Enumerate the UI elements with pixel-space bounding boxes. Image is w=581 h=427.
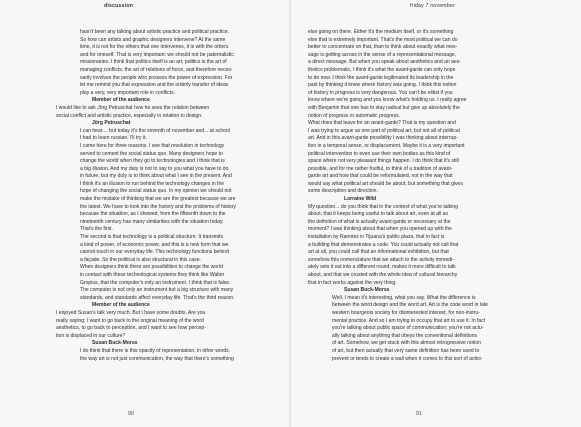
text-line: better to concentrate on that, than to think about exactly what mes-: [308, 44, 458, 51]
text-line: aesthetics, to go back to perception, and I want to see how percep-: [56, 325, 206, 332]
body-text: [308, 29, 536, 363]
text-line: ately sets it out into a different round, makes it more difficult to talk: [308, 264, 456, 271]
text-line: prevent or tends to create a wall when it comes to this sort of activi-: [332, 355, 483, 362]
text-line: What does that leave for an avant-garde? That is my question and: [308, 120, 456, 127]
text-line: else going on there. Either it's the medium itself, or it's something: [308, 29, 454, 35]
text-line: of history in progress is very dangerous. You can't be elitist if you: [308, 89, 453, 96]
text-line: know where we're going and you know what's holding us. I really agree: [308, 97, 467, 104]
text-line: a façade. So the political is also structural in this case.: [80, 256, 201, 263]
text-line: When designers think there are possibilities to change the world: [80, 264, 223, 271]
text-line: else that is extremely important. That's the most political we can do: [308, 36, 458, 43]
page-number: 91: [416, 411, 422, 417]
text-line: I do think that there is this opacity of representation, in other words,: [80, 347, 231, 354]
speaker-name: Lorraine Wild: [344, 196, 377, 203]
text-line: That's the first.: [80, 226, 113, 233]
text-line: space where not very pleasant things happen. I do think that it's still: [308, 158, 459, 165]
text-line: I was trying to argue as one part of political art, but not all of political: [308, 127, 460, 134]
text-line: political intervention to even use their own bodies as this kind of: [308, 150, 451, 157]
text-line: installation by Ramirez in Tijuana's public plaza, that in fact is: [308, 234, 445, 241]
text-line: Well, I mean it's interesting, what you say. What the difference is: [332, 294, 476, 301]
speaker-name: Susan Buck-Morss: [92, 340, 138, 347]
left-page: [0, 0, 290, 427]
text-line: a big illusion. And my duty is not to say to you what you have to do: [80, 165, 229, 172]
text-line: hope of changing the social status quo. In my opinion we should not: [80, 188, 232, 195]
text-line: I enjoyed Susan's talk very much. But I have some doubts. Are you: [56, 309, 206, 316]
text-line: I came here for three reasons. I see that revolution in technology: [80, 142, 225, 149]
text-line: of art, but then actually that very same definition has been used to: [332, 347, 480, 354]
text-line: western bourgeois society for disinterested interest, for non-instru-: [332, 309, 480, 316]
text-line: because the situation, as I showed, from the fifteenth down to the: [80, 211, 226, 218]
text-line: you're talking about public space of communication; you're not actu-: [332, 325, 484, 332]
text-line: art. And in this avant-garde possibility I was thinking about interrup-: [308, 135, 458, 142]
text-line: notion of progress or automatic progress.: [308, 112, 401, 119]
text-line: moment? I was thinking about that when you opened up with the: [308, 226, 452, 233]
text-line: I would like to ask Jörg Petruschat how he sees the relation between: [56, 104, 210, 111]
text-line: tion in a temporal sense, or displacement. Maybe it is a very important: [308, 142, 465, 149]
text-line: change the world when they go to technologies and I think that is: [80, 158, 225, 165]
text-line: So how can artists and graphic designers intervene? At the same: [80, 36, 226, 43]
text-line: possible, and for me rather fruitful, to think of a tradition of avant-: [308, 165, 453, 172]
text-line: a building that demonstrates a code. You could actually not call that: [308, 241, 459, 248]
text-line: the definition of what is actually avant-garde or necessary at the: [308, 218, 451, 225]
text-line: past by thinking it knew where history was going. I think this notion: [308, 82, 457, 89]
text-line: missionaries. I think that politics itself is an art, politics is the art of: [80, 59, 227, 66]
text-line: of art. Somehow, we get stuck with this almost retrogressive notion: [332, 340, 481, 347]
text-line: in contact with these technological systems they think like Walter: [80, 272, 225, 278]
speaker-name: Susan Buck-Morss: [344, 287, 390, 294]
text-line: managing conflicts, the art of relations of force, and therefore neces-: [80, 66, 233, 73]
text-line: sage is getting across in the sense of a representational message,: [308, 51, 457, 58]
text-line: with Benjamin that one has to stay radical but give up absolutely the: [308, 104, 460, 111]
text-line: let me remind you that expression and the orderly transfer of ideas: [80, 82, 229, 89]
text-line: Gropius, that the computer's only an instrument. I think that is false.: [80, 279, 231, 286]
speaker-name: Member of the audience: [92, 97, 150, 104]
text-line: time, it is not for the others that one intervenes, it is with the others: [80, 44, 229, 51]
text-line: tion is displaced in our culture?: [56, 332, 126, 339]
text-line: The second is that technology is a political structure. It transmits: [80, 234, 224, 241]
text-line: between the word design and the word art. Art is the code word in late: [332, 302, 488, 309]
text-line: somehow this nomenclature that we attach to the activity immedi-: [308, 256, 454, 263]
text-line: I think it's an illusion to run behind the technology changes in the: [80, 180, 225, 187]
text-line: served to cement the social status quo. Many designers hope to: [80, 150, 223, 157]
text-line: a kind of power, of economic power, and this is a new form that we: [80, 241, 229, 248]
speaker-name: Member of the audience: [92, 302, 150, 309]
text-line: and for oneself. That is very important: we should not be paternalistic: [80, 51, 234, 58]
text-line: thetics problematic, I think it's what the avant-garde can only hope: [308, 66, 456, 73]
text-line: sarily involves the people who possess the power of expression. For: [80, 74, 233, 81]
text-line: cannot touch in our everyday life. This technology functions behind: [80, 249, 229, 256]
text-line: The computer is not only an instrument but a big structure with many: [80, 287, 234, 294]
text-line: garde art and how that could be reformulated, not in the way that: [308, 173, 453, 180]
text-line: art at all, you could call that an informational exhibition, but that: [308, 249, 449, 256]
text-line: about, and that we crusted with the whole idea of cultural hierarchy: [308, 272, 458, 278]
text-line: the latest. We have to look into the history and the problems of history: [80, 203, 236, 210]
text-line: social conflict and artistic practice, especially in relation to design.: [56, 112, 203, 119]
text-line: mental practice. And so I am trying to occupy that art to use it. In fact: [332, 317, 486, 324]
text-line: standards, and standards affect everyday life. That's the third reason.: [80, 294, 235, 301]
text-line: about, that it keeps being useful to talk about art, even at all as: [308, 211, 449, 218]
text-line: play a very, very important role in conflicts.: [80, 89, 175, 96]
right-page: [291, 0, 581, 427]
running-head: friday 7 november: [410, 3, 455, 9]
text-line: to do now. I think the avant-garde legitimated its leadership in the: [308, 74, 454, 81]
text-line: hasn't been any talking about artistic practice and political practice.: [80, 29, 230, 35]
text-line: nineteenth century has many similarities with the situation today.: [80, 218, 224, 225]
text-line: ally talking about anything that obeys the conventional definitions: [332, 332, 478, 339]
text-line: a direct message. But when you speak about aesthetics and an aes-: [308, 59, 461, 66]
page-number: 90: [128, 411, 134, 417]
text-line: make the mistake of thinking that we are the greatest because we are: [80, 196, 236, 203]
speaker-name: Jörg Petruschat: [92, 120, 131, 127]
text-line: I had to learn russian. I'll try it.: [80, 135, 147, 142]
text-line: some description and direction.: [308, 188, 378, 195]
text-line: I can hear.... but today it's the seventh of november and... at school: [80, 127, 230, 134]
text-line: that in fact works against the very thing.: [308, 279, 397, 286]
body-text: [56, 29, 278, 363]
text-line: really saying: I want to go back to the original meaning of the word: [56, 317, 204, 324]
text-line: the way art is not just communication, the way that there's something: [80, 355, 234, 362]
running-head: discussion: [104, 3, 134, 9]
text-line: in future, but my duty is to think about what I see in the present. And: [80, 173, 232, 180]
text-line: would say what political art should be about, but something that gives: [308, 180, 463, 187]
text-line: My question... do you think that in the context of what you're talking: [308, 203, 458, 210]
